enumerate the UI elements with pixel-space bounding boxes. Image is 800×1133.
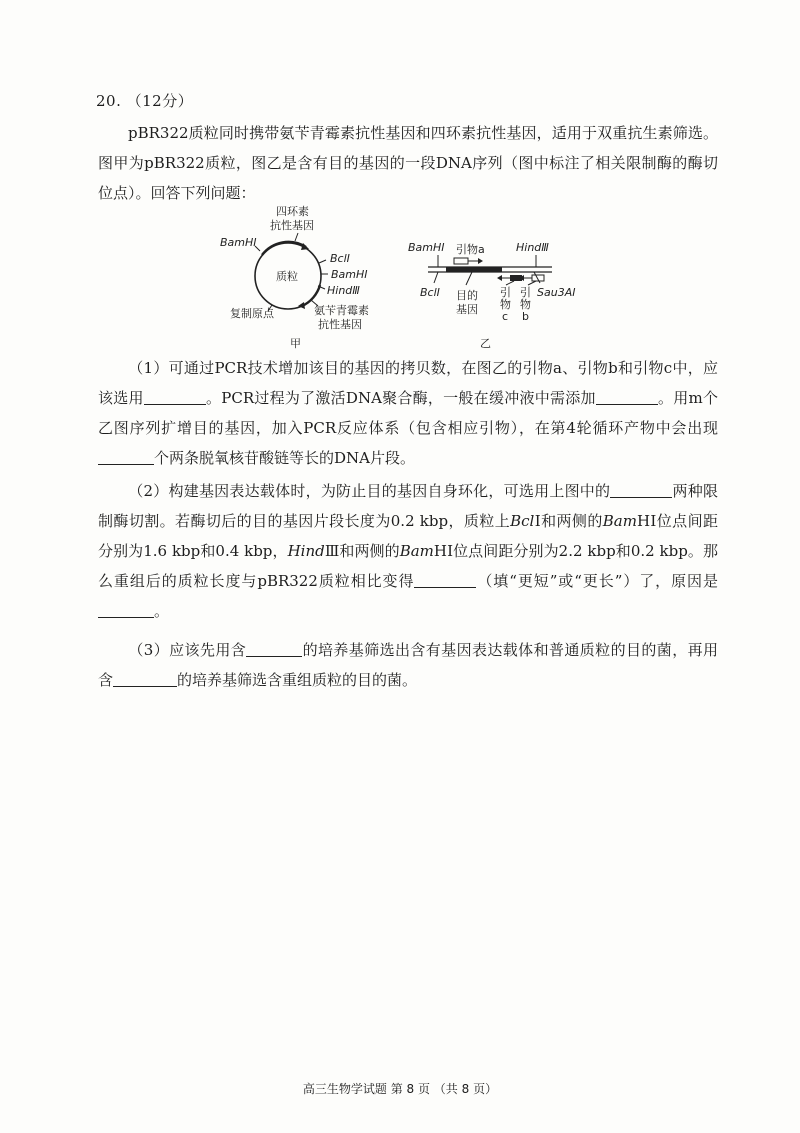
q1-text-b: 。PCR过程为了激活DNA聚合酶，一般在缓冲液中需添加	[205, 389, 596, 407]
caption-jia: 甲	[290, 337, 301, 350]
q2-blank-2[interactable]	[414, 572, 476, 588]
subquestion-3	[98, 635, 718, 695]
label-plasmid: 质粒	[276, 270, 298, 283]
label-bcl1: BclⅠ	[330, 252, 350, 265]
q2-text-c: Ⅰ和两侧的	[534, 512, 603, 530]
q1-blank-3[interactable]	[98, 449, 154, 465]
label-target-1: 目的	[456, 289, 478, 302]
tet-label-leader	[295, 233, 298, 241]
figure-plasmid-and-sequence	[210, 205, 600, 355]
primer-a-arrowhead	[478, 258, 483, 264]
amp-gene-arc	[302, 285, 320, 306]
q1-label: （1）	[128, 359, 169, 377]
q1-blank-2[interactable]	[596, 389, 658, 405]
label-bamh1-left: BamHⅠ	[220, 236, 257, 249]
yi-site-bcl1	[434, 272, 438, 283]
q2-text-h: 。	[154, 602, 170, 620]
label-primer-c-3: c	[502, 310, 509, 323]
q1-text-d: 个两条脱氧核苷酸链等长的DNA片段。	[154, 449, 415, 467]
label-primer-c-2: 物	[500, 298, 511, 311]
subquestion-2	[98, 476, 718, 626]
q2-bam: Bam	[602, 512, 637, 530]
q2-text-f: HⅠ位点间距分别为2.2 kbp和0.2 kbp。那么重组后的质粒长度与pBR322质粒相比变得	[98, 542, 719, 590]
q2-text-a: 构建基因表达载体时，为防止目的基因自身环化，可选用上图中的	[168, 482, 611, 500]
site-mark-bcl1	[319, 260, 326, 263]
target-gene-leader	[466, 272, 472, 285]
q3-blank-1[interactable]	[246, 641, 302, 657]
label-primer-a: 引物a	[456, 243, 485, 256]
label-primer-c-1: 引	[500, 286, 511, 299]
label-primer-b-3: b	[522, 310, 529, 323]
figure-jia	[220, 205, 369, 350]
q2-text-e: Ⅲ和两侧的	[324, 542, 400, 560]
question-header	[96, 90, 193, 111]
label-amp-1: 氨苄青霉素	[314, 304, 369, 317]
label-yi-hind3: HindⅢ	[516, 241, 549, 254]
q3-text-a: 应该先用含	[169, 641, 247, 659]
primer-a-box	[454, 258, 468, 264]
figure-svg	[210, 205, 600, 355]
primer-c-arrowhead	[497, 275, 502, 281]
label-tet-2: 抗性基因	[270, 219, 314, 232]
q2-text-g: （填“更短”或“更长”）了，原因是	[476, 572, 718, 590]
label-amp-2: 抗性基因	[318, 318, 362, 331]
q3-label: （3）	[128, 641, 170, 659]
q1-text-a: 可通过PCR技术增加该目的基因的拷贝数，在图乙的引物a、引物b和引物c中，应该选用	[98, 359, 718, 407]
question-points: （12分）	[126, 92, 194, 110]
q2-blank-1[interactable]	[610, 482, 672, 498]
amp-gene-arrowhead	[298, 302, 305, 309]
question-intro	[98, 118, 718, 208]
q1-text-c: 。用m个乙图序列扩增目的基因，加入PCR反应体系（包含相应引物），在第4轮循环产物中会出现	[98, 389, 718, 437]
primer-c-leader	[506, 281, 514, 285]
label-hind3: HindⅢ	[327, 284, 360, 297]
q3-text-c: 的培养基筛选含重组质粒的目的菌。	[177, 671, 418, 689]
question-number: 20.	[96, 92, 122, 110]
label-tet-1: 四环素	[276, 205, 309, 218]
label-primer-b-1: 引	[520, 286, 531, 299]
label-yi-bcl1: BclⅠ	[420, 286, 440, 299]
subquestion-1	[98, 353, 718, 473]
q3-text-b: 的培养基筛选出含有基因表达载体和普通质粒的目的菌，再用含	[98, 641, 718, 689]
label-yi-bamh1: BamHⅠ	[408, 241, 445, 254]
label-sau3a: Sau3AⅠ	[537, 286, 576, 299]
figure-yi	[408, 241, 575, 350]
intro-text: pBR322质粒同时携带氨苄青霉素抗性基因和四环素抗性基因，适用于双重抗生素筛选。图甲为pBR322质粒，图乙是含有目的基因的一段DNA序列（图中标注了相关限制酶的酶切位点）。回答下列问题：	[98, 124, 718, 202]
q2-label: （2）	[128, 482, 169, 500]
target-gene-region	[446, 267, 502, 272]
q2-bcl: Bcl	[510, 512, 535, 530]
q1-blank-1[interactable]	[144, 389, 206, 405]
label-origin: 复制原点	[230, 307, 274, 320]
label-primer-b-2: 物	[520, 298, 531, 311]
q2-bam-2: Bam	[399, 542, 434, 560]
page-footer: 高三生物学试题 第 8 页 （共 8 页）	[302, 1082, 498, 1096]
q3-blank-2[interactable]	[113, 671, 177, 687]
label-bamh1-right: BamHⅠ	[331, 268, 368, 281]
caption-yi: 乙	[480, 337, 491, 350]
q2-blank-3[interactable]	[98, 602, 154, 618]
q2-text-d: HⅠ位点间距分别为1.6 kbp和0.4 kbp，	[98, 512, 718, 560]
q2-hind: Hind	[287, 542, 325, 560]
label-target-2: 基因	[456, 303, 478, 316]
q2-text-b: 两种限制酶切割。若酶切后的目的基因片段长度为0.2 kbp，质粒上	[98, 482, 718, 530]
primer-b-leader	[528, 281, 536, 285]
